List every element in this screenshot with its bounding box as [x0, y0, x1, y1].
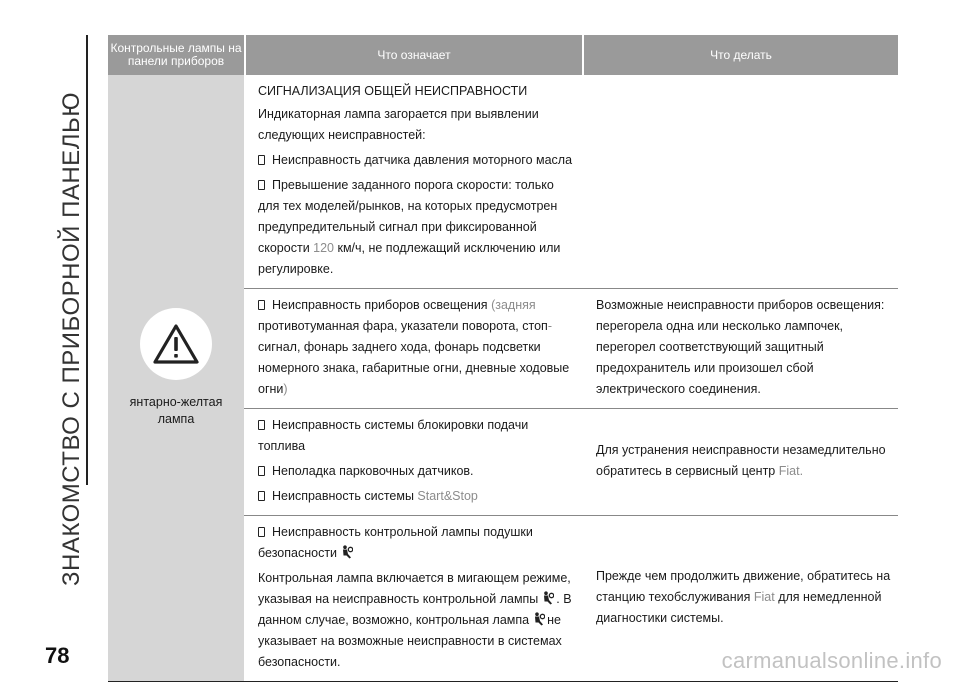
lamp-badge [140, 308, 212, 380]
section-title: ЗНАКОМСТВО С ПРИБОРНОЙ ПАНЕЛЬЮ [58, 92, 85, 586]
header-action: Что делать [584, 35, 898, 75]
list-item: Неисправность системы Start&Stop [258, 486, 576, 507]
action-cell: Для устранения неисправности незамедлительно обратитесь в сервисный центр Fiat. [596, 443, 886, 478]
page-number: 78 [45, 643, 70, 668]
rows-container [244, 75, 898, 681]
lamp-cell [108, 75, 244, 681]
list-item: Неполадка парковочных датчиков. [258, 461, 576, 482]
action-cell: Прежде чем продолжить движение, обратитесь на станцию техобслуживания Fiat для немедленной диагностики системы. [596, 569, 891, 625]
bullet-icon [258, 491, 265, 501]
list-item: Неисправность датчика давления моторного масла [258, 150, 576, 171]
list-item: Неисправность приборов освещения (задняя противотуманная фара, указатели поворота, стоп- сигнал, фонарь заднего хода, фонарь подсветки номерного знака, габаритные огни, дневные ходовые огни) [258, 298, 570, 396]
action-cell: Возможные неисправности приборов освещения: перегорела одна или несколько лампочек, перегорел соответствующий защитный предохранитель или произошел сбой электрического соединения. [596, 298, 885, 396]
list-item: Неисправность системы блокировки подачи топлива [258, 418, 529, 453]
airbag-seat-icon [531, 612, 545, 626]
table-row [244, 289, 898, 409]
bullet-icon [258, 155, 265, 165]
action-cell [582, 75, 898, 288]
row-paragraph: Контрольная лампа включается в мигающем режиме, указывая на неисправность контрольной лампы . В данном случае, возможно, контрольная лампа не указывает на возможные неисправности в системах безопасности. [258, 571, 572, 669]
lamp-caption: янтарно-желтая лампа [129, 395, 223, 426]
airbag-seat-icon [540, 591, 554, 605]
table-row [244, 409, 898, 516]
warning-lights-table [108, 35, 898, 682]
bullet-icon [258, 300, 265, 310]
row-heading: СИГНАЛИЗАЦИЯ ОБЩЕЙ НЕИСПРАВНОСТИ [258, 84, 528, 98]
warning-triangle-icon [152, 323, 200, 365]
table-header [108, 35, 898, 75]
bullet-icon [258, 420, 265, 430]
table-row [244, 75, 898, 289]
meaning-cell [244, 409, 582, 515]
bullet-icon [258, 527, 265, 537]
meaning-cell [244, 516, 582, 681]
side-rule [86, 35, 88, 485]
header-meaning: Что означает [246, 35, 582, 75]
watermark: carmanualsonline.info [721, 648, 942, 673]
row-intro: Индикаторная лампа загорается при выявлении следующих неисправностей: [258, 107, 539, 142]
bullet-icon [258, 180, 265, 190]
table-body [108, 75, 898, 682]
header-lamps: Контрольные лампы на панели приборов [108, 35, 244, 75]
meaning-cell [244, 289, 582, 408]
bullet-icon [258, 466, 265, 476]
list-item: Превышение заданного порога скорости: только для тех моделей/рынков, на которых предусмотрен предупредительный сигнал при фиксированной скорости 120 км/ч, не подлежащий исключению или регулировке. [258, 178, 561, 276]
airbag-seat-icon [339, 545, 353, 559]
list-item: Неисправность контрольной лампы подушки безопасности [258, 525, 533, 560]
meaning-cell [244, 75, 582, 288]
